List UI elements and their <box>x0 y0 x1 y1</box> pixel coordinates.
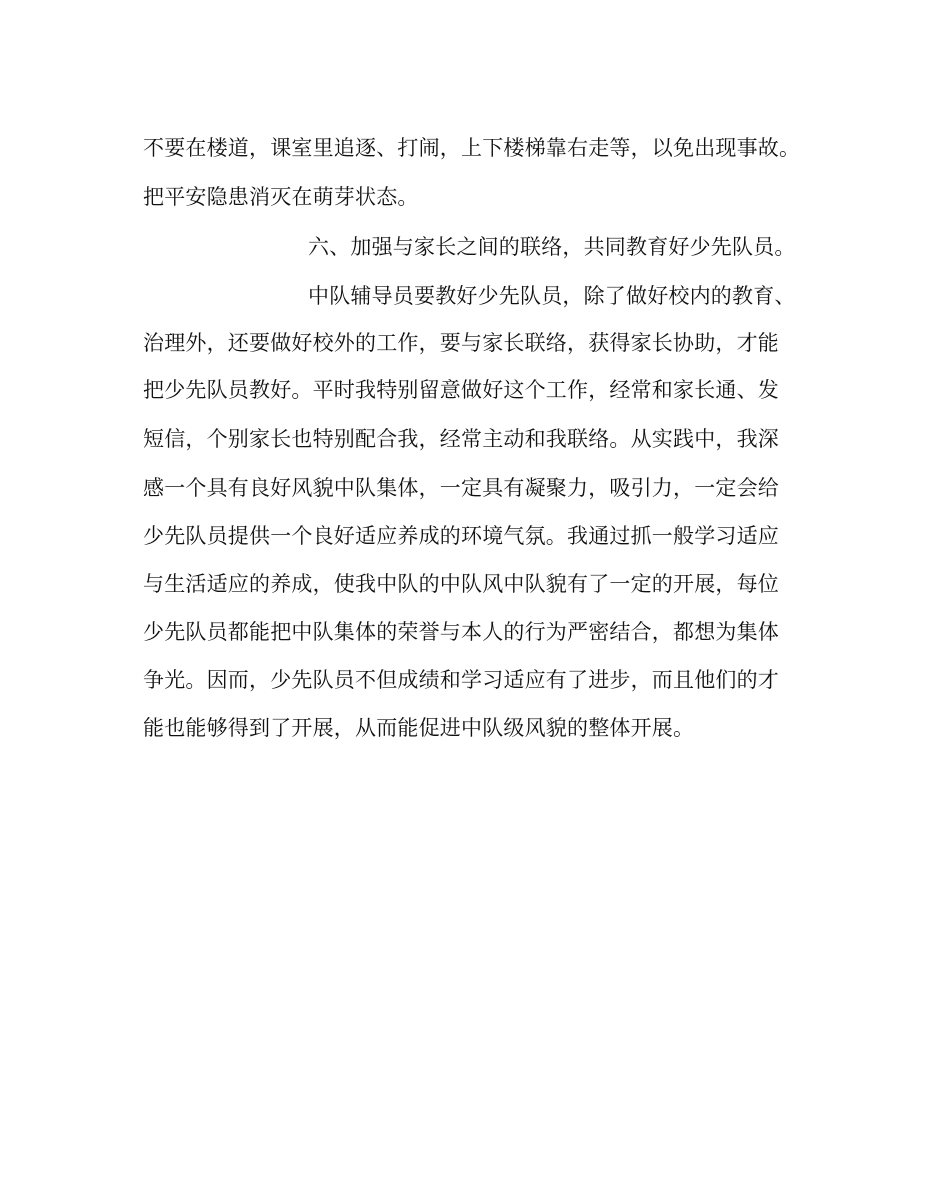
text-line: 治理外，还要做好校外的工作，要与家长联络，获得家长协助，才能 <box>143 331 779 355</box>
text-line: 把少先队员教好。平时我特别留意做好这个工作，经常和家长通、发 <box>143 378 779 402</box>
text-line: 争光。因而，少先队员不但成绩和学习适应有了进步，而且他们的才 <box>143 668 779 692</box>
text-line: 能也能够得到了开展，从而能促进中队级风貌的整体开展。 <box>143 716 695 740</box>
text-line: 与生活适应的养成，使我中队的中队风中队貌有了一定的开展，每位 <box>143 572 779 596</box>
text-line: 少先队员提供一个良好适应养成的环境气氛。我通过抓一般学习适应 <box>143 524 779 548</box>
text-line: 感一个具有良好风貌中队集体，一定具有凝聚力，吸引力，一定会给 <box>143 476 779 500</box>
text-line: 把平安隐患消灭在萌芽状态。 <box>143 185 419 209</box>
paragraph-first-line: 中队辅导员要教好少先队员，除了做好校内的教育、 <box>308 284 796 308</box>
text-line: 不要在楼道，课室里追逐、打闹，上下楼梯靠右走等，以免出现事故。 <box>143 136 801 160</box>
section-heading: 六、加强与家长之间的联络，共同教育好少先队员。 <box>308 235 796 259</box>
text-line: 短信，个别家长也特别配合我，经常主动和我联络。从实践中，我深 <box>143 427 779 451</box>
text-line: 少先队员都能把中队集体的荣誉与本人的行为严密结合，都想为集体 <box>143 620 779 644</box>
